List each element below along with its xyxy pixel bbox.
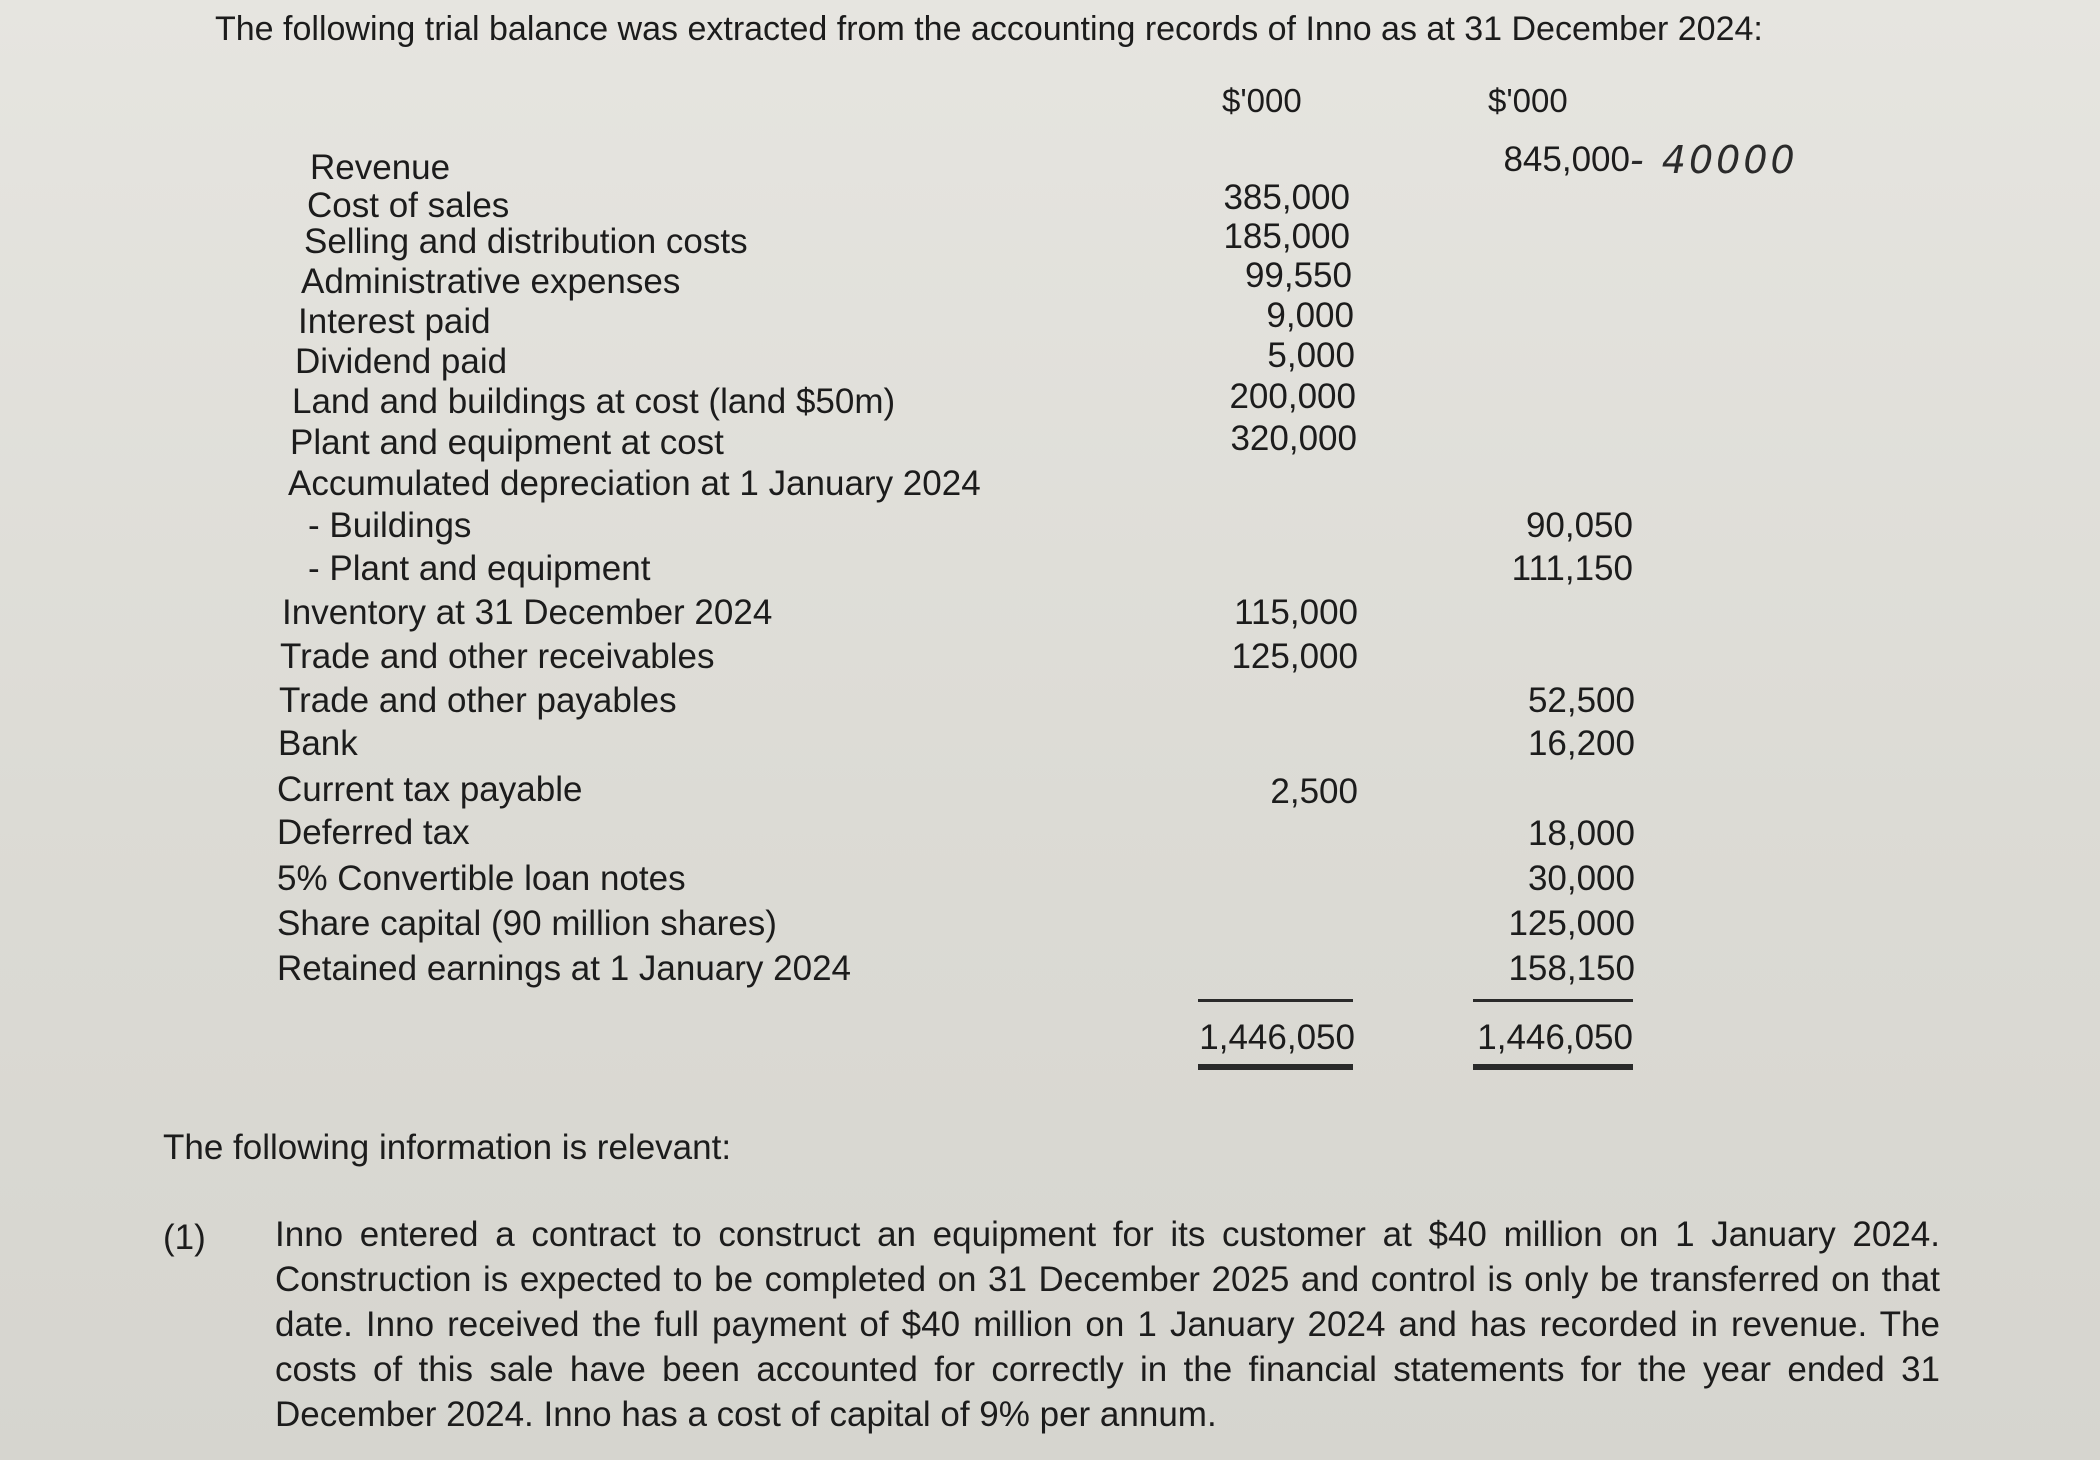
info-item-text	[275, 1212, 1940, 1437]
info-item-number: (1)	[163, 1218, 206, 1257]
row-label-inventory: Inventory at 31 December 2024	[282, 593, 773, 632]
debit-column-header: $'000	[1222, 82, 1302, 119]
credit-deferred-tax: 18,000	[1527, 814, 1635, 853]
row-label-current-tax: Current tax payable	[277, 770, 583, 809]
info-heading: The following information is relevant:	[163, 1128, 732, 1167]
debit-selling-distribution: 185,000	[1223, 217, 1350, 256]
row-label-deferred-tax: Deferred tax	[277, 813, 470, 852]
row-label-selling-distribution: Selling and distribution costs	[304, 222, 748, 261]
credit-acc-dep-plant: 111,150	[1511, 549, 1633, 588]
debit-total-top-rule	[1198, 999, 1353, 1002]
row-label-bank: Bank	[278, 724, 358, 763]
handwritten-note: - 40000	[1630, 138, 1798, 182]
debit-dividend-paid: 5,000	[1267, 336, 1355, 375]
row-label-revenue: Revenue	[310, 148, 451, 187]
debit-land-buildings: 200,000	[1229, 377, 1356, 416]
row-label-acc-dep-plant: - Plant and equipment	[308, 549, 651, 588]
row-label-dividend-paid: Dividend paid	[295, 342, 508, 381]
credit-column-header: $'000	[1488, 82, 1568, 119]
credit-total: 1,446,050	[1477, 1018, 1633, 1057]
debit-administrative: 99,550	[1244, 256, 1352, 295]
row-label-convertible-loan: 5% Convertible loan notes	[277, 859, 686, 898]
row-label-plant-equipment: Plant and equipment at cost	[290, 423, 724, 462]
credit-bank: 16,200	[1527, 724, 1635, 763]
row-label-administrative: Administrative expenses	[301, 262, 681, 301]
credit-convertible-loan: 30,000	[1527, 859, 1635, 898]
row-label-acc-dep-buildings: - Buildings	[308, 506, 472, 545]
row-label-retained-earnings: Retained earnings at 1 January 2024	[277, 949, 852, 988]
credit-payables: 52,500	[1527, 681, 1635, 720]
row-label-share-capital: Share capital (90 million shares)	[277, 904, 777, 943]
row-label-cost-of-sales: Cost of sales	[307, 186, 510, 225]
debit-cost-of-sales: 385,000	[1223, 178, 1350, 217]
row-label-receivables: Trade and other receivables	[280, 637, 715, 676]
info-item-paragraph: Inno entered a contract to construct an equipment for its customer at $40 million on 1 January 2024. Construction is expected to be completed on 31 December 2025 and control is only be transferred on that date. Inno received the full payment of $40 million on 1 January 2024 and has recorded in revenue. The costs of this sale have been accounted for correctly in the financial statements for the year ended 31 December 2024. Inno has a cost of capital of 9% per annum.	[275, 1215, 1940, 1434]
credit-total-top-rule	[1473, 999, 1633, 1002]
row-label-accumulated-depreciation: Accumulated depreciation at 1 January 2024	[288, 464, 981, 503]
credit-acc-dep-buildings: 90,050	[1525, 506, 1633, 545]
row-label-payables: Trade and other payables	[279, 681, 677, 720]
debit-total: 1,446,050	[1199, 1018, 1355, 1057]
debit-interest-paid: 9,000	[1266, 296, 1354, 335]
debit-plant-equipment: 320,000	[1230, 419, 1357, 458]
row-label-interest-paid: Interest paid	[298, 302, 491, 341]
credit-share-capital: 125,000	[1508, 904, 1635, 943]
debit-total-double-rule	[1198, 1064, 1353, 1070]
row-label-land-buildings: Land and buildings at cost (land $50m)	[292, 382, 896, 421]
credit-retained-earnings: 158,150	[1508, 949, 1635, 988]
credit-revenue: 845,000	[1503, 140, 1630, 179]
debit-receivables: 125,000	[1231, 637, 1358, 676]
page-title: The following trial balance was extracted from the accounting records of Inno as at 31 December 2024:	[215, 10, 1763, 48]
debit-current-tax: 2,500	[1270, 772, 1358, 811]
debit-inventory: 115,000	[1234, 593, 1358, 632]
credit-total-double-rule	[1473, 1064, 1633, 1070]
